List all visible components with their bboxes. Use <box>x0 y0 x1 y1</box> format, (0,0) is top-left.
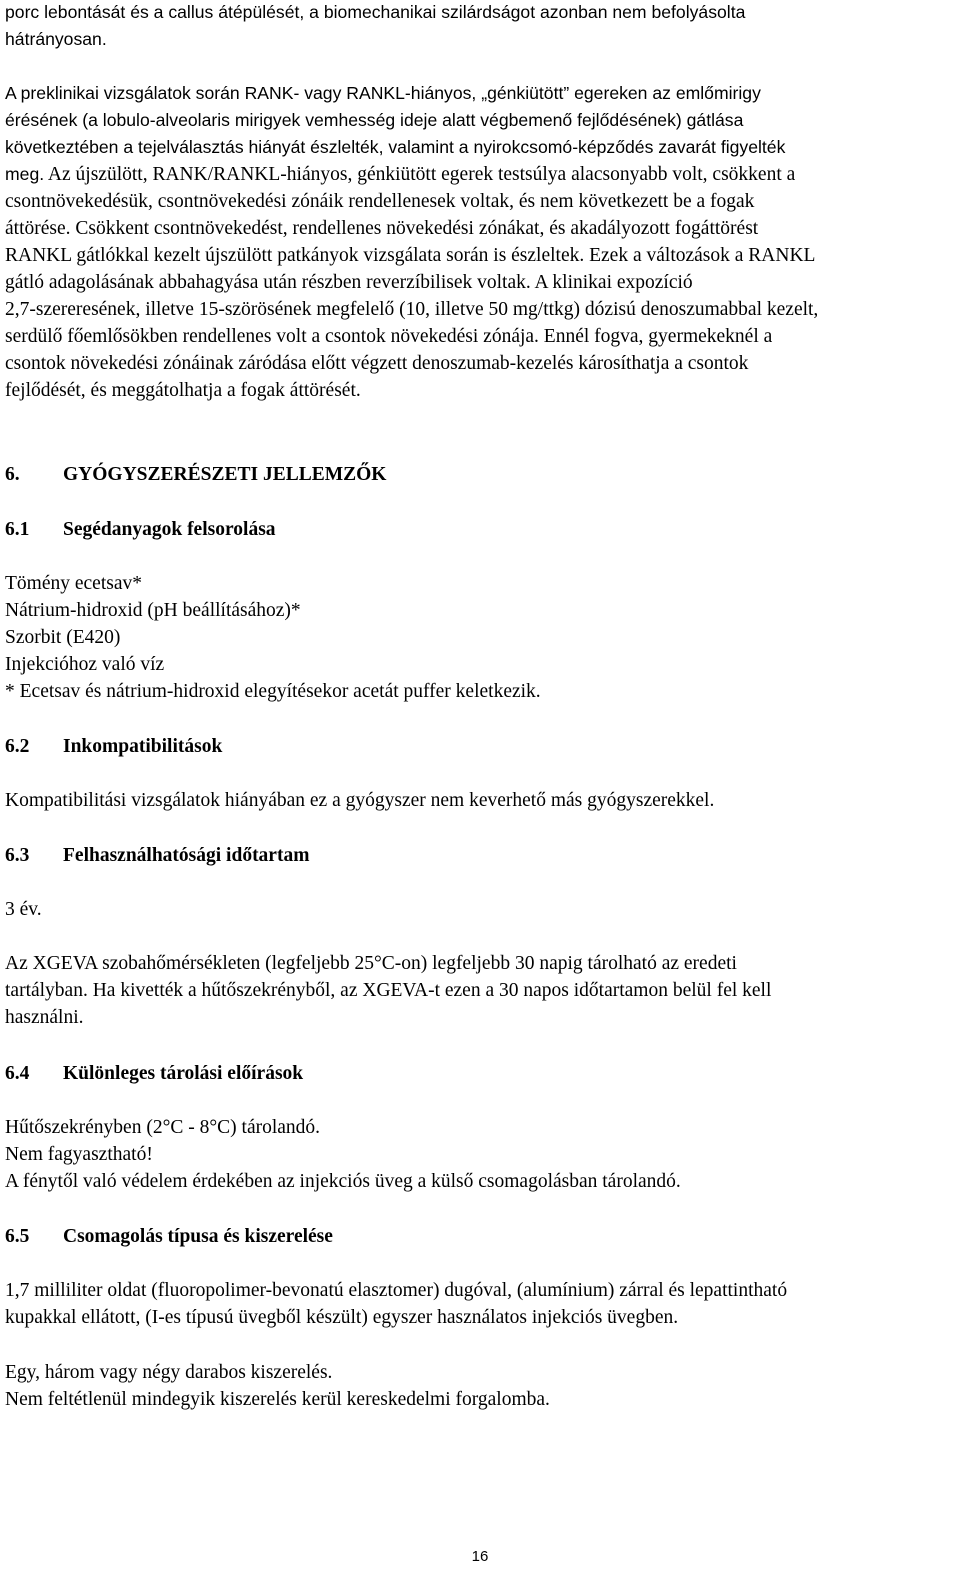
shelf-life-text <box>5 950 771 1031</box>
text-line: Az XGEVA szobahőmérsékleten (legfeljebb 25°C-on) legfeljebb 30 napig tárolható az eredeti <box>5 953 737 974</box>
section-6-3-heading <box>5 842 309 869</box>
text-line: A preklinikai vizsgálatok során RANK- vagy RANKL-hiányos, „génkiütött” egereken az emlőmirigy <box>5 83 761 103</box>
section-6-2-heading <box>5 733 222 760</box>
text-line: használni. <box>5 1007 84 1028</box>
text-line: porc lebontását és a callus átépülését, a biomechanikai szilárdságot azonban nem befolyásolta <box>5 2 746 22</box>
text-line: csontnövekedésük, csontnövekedési zónáik rendellenesek voltak, és nem következett be a fogak <box>5 191 755 212</box>
text-line: Hűtőszekrényben (2°C - 8°C) tárolandó. <box>5 1117 321 1138</box>
section-6-5-heading <box>5 1223 333 1250</box>
text-line: kupakkal ellátott, (I-es típusú üvegből készült) egyszer használatos injekciós üvegben. <box>5 1307 679 1328</box>
text-line: A fénytől való védelem érdekében az injekciós üveg a külső csomagolásban tárolandó. <box>5 1171 681 1192</box>
section-number: 6.4 <box>5 1063 30 1084</box>
section-title: Segédanyagok felsorolása <box>63 519 276 540</box>
text-line: 3 év. <box>5 899 42 920</box>
section-number: 6. <box>5 464 20 485</box>
list-item: Szorbit (E420) <box>5 627 121 648</box>
shelf-life-period <box>5 896 42 923</box>
text-line: 1,7 milliliter oldat (fluoropolimer-bevonatú elasztomer) dugóval, (alumínium) zárral és lepattintható <box>5 1280 788 1301</box>
section-title: Inkompatibilitások <box>63 736 223 757</box>
list-item: Tömény ecetsav* <box>5 573 142 594</box>
incompatibilities-text <box>5 787 714 814</box>
text-line: RANKL gátlókkal kezelt újszülött patkányok vizsgálata során is észleltek. Ezek a változások a RANKL <box>5 245 816 266</box>
footnote: * Ecetsav és nátrium-hidroxid elegyítésekor acetát puffer keletkezik. <box>5 681 541 702</box>
section-6-4-heading <box>5 1060 303 1087</box>
page-number: 16 <box>471 1548 489 1565</box>
text-line: érésének (a lobulo-alveolaris mirigyek vemhesség ideje alatt végbemenő fejlődésének) gátlása <box>5 110 744 130</box>
section-number: 6.1 <box>5 519 30 540</box>
excipients-list <box>5 570 541 705</box>
text-line: Nem fagyasztható! <box>5 1144 153 1165</box>
text-line: Egy, három vagy négy darabos kiszerelés. <box>5 1362 333 1383</box>
intro-continuation <box>5 0 745 53</box>
text-line: Nem feltétlenül mindegyik kiszerelés kerül kereskedelmi forgalomba. <box>5 1389 550 1410</box>
text-line: gátló adagolásának abbahagyása után részben reverzíbilisek voltak. A klinikai expozíció <box>5 272 693 293</box>
pack-sizes-text <box>5 1359 550 1413</box>
text-line: Az újszülött, RANK/RANKL-hiányos, génkiütött egerek testsúlya alacsonyabb volt, csökkent a <box>44 164 796 185</box>
section-number: 6.3 <box>5 845 30 866</box>
text-line: serdülő főemlősökben rendellenes volt a csontok növekedési zónája. Ennél fogva, gyermekeknél a <box>5 326 773 347</box>
section-number: 6.2 <box>5 736 30 757</box>
storage-text <box>5 1114 681 1195</box>
text-line: csontok növekedési zónáinak záródása előtt végzett denoszumab-kezelés károsíthatja a csontok <box>5 353 749 374</box>
section-title: Csomagolás típusa és kiszerelése <box>63 1226 333 1247</box>
text-line: Kompatibilitási vizsgálatok hiányában ez a gyógyszer nem keverhető más gyógyszerekkel. <box>5 790 715 811</box>
text-line: 2,7-szereresének, illetve 15-szörösének megfelelő (10, illetve 50 mg/ttkg) dózisú denoszumabbal kezelt, <box>5 299 819 320</box>
text-line: meg. <box>5 164 45 184</box>
text-line: tartályban. Ha kivették a hűtőszekrényből, az XGEVA-t ezen a 30 napos időtartamon belül fel kell <box>5 980 772 1001</box>
text-line: következtében a tejelválasztás hiányát észlelték, valamint a nyirokcsomó-képződés zavarát figyelték <box>5 137 786 157</box>
section-title: Felhasználhatósági időtartam <box>63 845 310 866</box>
preclinical-paragraph <box>5 80 818 404</box>
text-line: áttörése. Csökkent csontnövekedést, rendellenes növekedési zónákat, és akadályozott fogáttörést <box>5 218 759 239</box>
section-6-1-heading <box>5 516 276 543</box>
list-item: Nátrium-hidroxid (pH beállításához)* <box>5 600 301 621</box>
text-line: hátrányosan. <box>5 29 107 49</box>
section-number: 6.5 <box>5 1226 30 1247</box>
packaging-text <box>5 1277 787 1331</box>
section-6-heading <box>5 461 386 488</box>
text-line: fejlődését, és meggátolhatja a fogak áttörését. <box>5 380 361 401</box>
list-item: Injekcióhoz való víz <box>5 654 165 675</box>
section-title: Különleges tárolási előírások <box>63 1063 304 1084</box>
section-title: GYÓGYSZERÉSZETI JELLEMZŐK <box>63 464 387 485</box>
